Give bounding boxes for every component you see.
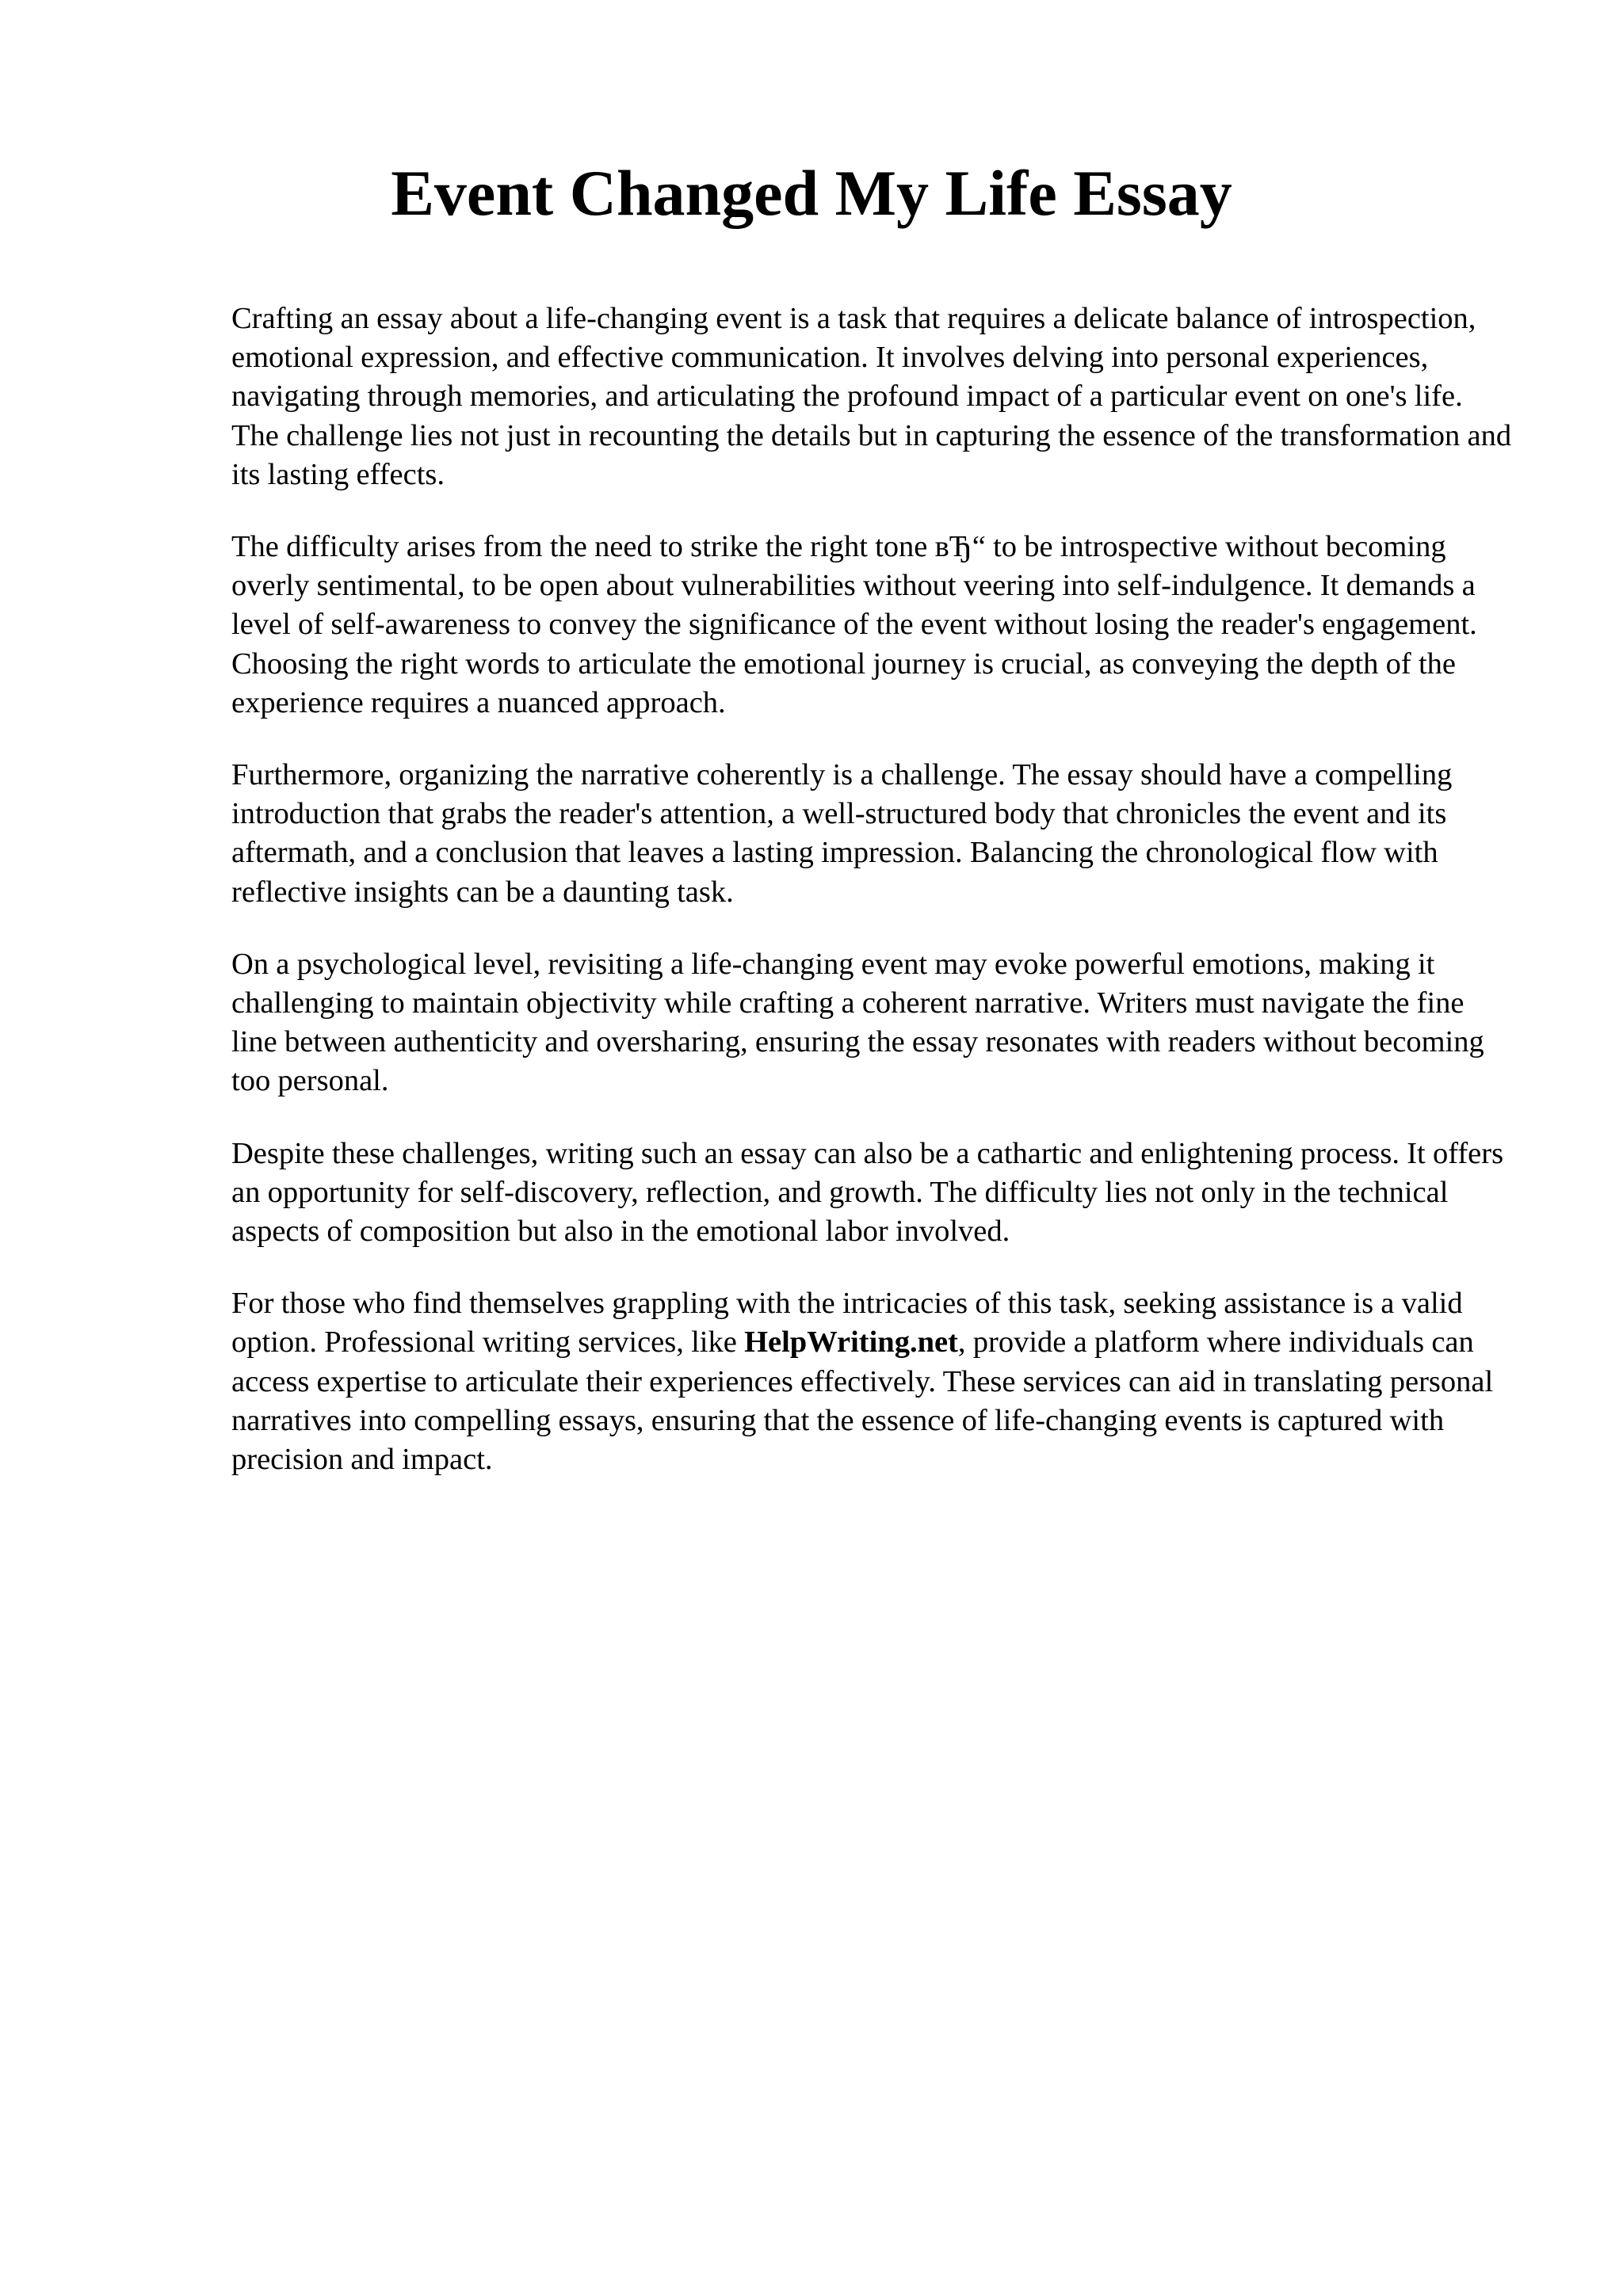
paragraph-4: On a psychological level, revisiting a life-changing event may evoke powerful emotions, making it challenging to maintain objectivity while crafting a coherent narrative. Writers must navigate the fine line between authenticity and oversharing, ensuring the essay resonates with readers without becoming too personal. [231, 947, 1484, 1098]
paragraph-2: The difficulty arises from the need to strike the right tone вЂ“ to be introspective without becoming overly sentimental, to be open about vulnerabilities without veering into self-indulgence. It demands a level of self-awareness to convey the significance of the event without losing the reader's engagement. Choosing the right words to articulate the emotional journey is crucial, as conveying the depth of the experience requires a nuanced approach. [231, 530, 1477, 719]
essay-body [231, 299, 1515, 1512]
paragraph-6-outro: , provide a platform where individuals can access expertise to articulate their experiences effectively. These services can aid in translating personal narratives into compelling essays, ensuring that the essence of life-changing events is captured with precision and impact. [231, 1325, 1494, 1477]
paragraph-1: Crafting an essay about a life-changing event is a task that requires a delicate balance of introspection, emotional expression, and effective communication. It involves delving into personal experiences, navigating through memories, and articulating the profound impact of a particular event on one's life. The challenge lies not just in recounting the details but in capturing the essence of the transformation and its lasting effects. [231, 302, 1512, 491]
page-title: Event Changed My Life Essay [391, 157, 1232, 229]
paragraph-6-intro: For those who find themselves grappling with the intricacies of this task, seeking assistance is a valid option. Professional writing services, like [231, 1287, 1463, 1360]
paragraph-3: Furthermore, organizing the narrative coherently is a challenge. The essay should have a compelling introduction that grabs the reader's attention, a well-structured body that chronicles the event and its aftermath, and a conclusion that leaves a lasting impression. Balancing the chronological flow with reflective insights can be a daunting task. [231, 758, 1453, 909]
paragraph-6 [231, 1284, 1515, 1479]
service-name: HelpWriting.net [744, 1325, 958, 1360]
paragraph-5: Despite these challenges, writing such an essay can also be a cathartic and enlightening process. It offers an opportunity for self-discovery, reflection, and growth. The difficulty lies not only in the technical aspects of composition but also in the emotional labor involved. [231, 1136, 1504, 1249]
